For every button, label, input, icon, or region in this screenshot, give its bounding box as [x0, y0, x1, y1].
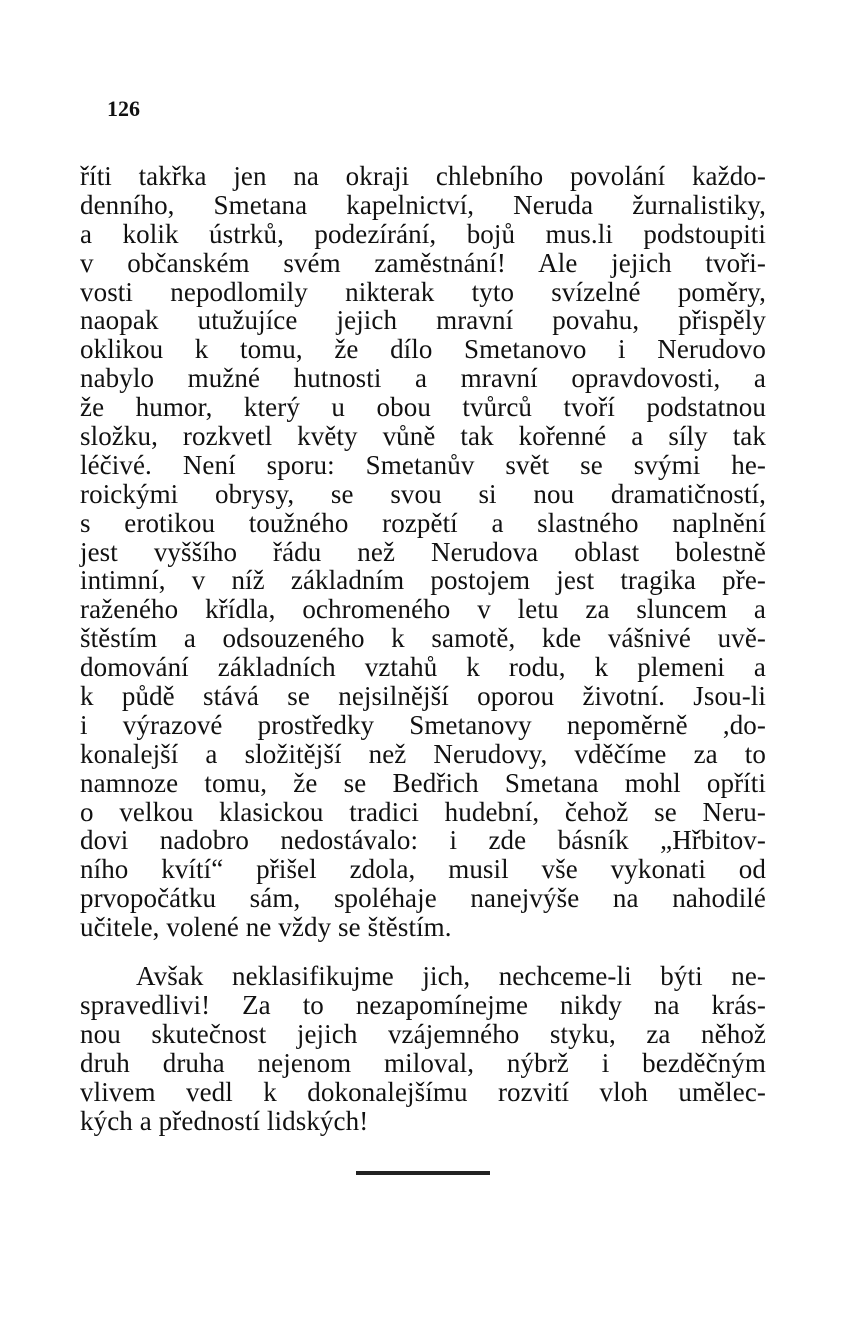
- text-line: k půdě stává se nejsilnější oporou životní. Jsou-li: [80, 681, 766, 712]
- text-line: konalejší a složitější než Nerudovy, vděčíme za to: [80, 738, 766, 769]
- section-end-rule: [356, 1171, 490, 1175]
- text-line: namnoze tomu, že se Bedřich Smetana mohl opříti: [80, 767, 766, 798]
- body-text: [80, 162, 766, 1135]
- text-line: druh druha nejenom miloval, nýbrž i bezděčným: [80, 1047, 766, 1078]
- text-line: že humor, který u obou tvůrců tvoří podstatnou: [80, 392, 766, 423]
- page-number: 126: [107, 96, 140, 121]
- text-line: nabylo mužné hutnosti a mravní opravdovosti, a: [80, 363, 766, 394]
- text-line: prvopočátku sám, spoléhaje nanejvýše na nahodilé: [80, 883, 766, 914]
- text-line: i výrazové prostředky Smetanovy nepoměrně ,do-: [80, 709, 766, 740]
- text-line: denního, Smetana kapelnictví, Neruda žurnalistiky,: [80, 189, 766, 220]
- text-line: o velkou klasickou tradici hudební, čehož se Neru-: [80, 796, 766, 827]
- text-line: naopak utužujíce jejich mravní povahu, přispěly: [80, 305, 766, 336]
- text-line: roickými obrysy, se svou si nou dramatičností,: [80, 478, 766, 509]
- text-line: vlivem vedl k dokonalejšímu rozvití vloh umělec-: [80, 1076, 766, 1107]
- text-line: dovi nadobro nedostávalo: i zde básník „Hřbitov-: [80, 825, 766, 856]
- text-line: učitele, volené ne vždy se štěstím.: [80, 912, 452, 943]
- paragraph: [80, 962, 766, 1135]
- paragraph: [80, 162, 766, 942]
- text-line: s erotikou toužného rozpětí a slastného naplnění: [80, 507, 766, 538]
- text-line: kých a předností lidských!: [80, 1105, 369, 1136]
- text-line: raženého křídla, ochromeného v letu za sluncem a: [80, 594, 766, 625]
- text-line: ního kvítí“ přišel zdola, musil vše vykonati od: [80, 854, 766, 885]
- text-line: intimní, v níž základním postojem jest tragika pře-: [80, 565, 766, 596]
- text-line: domování základních vztahů k rodu, k plemeni a: [80, 652, 766, 683]
- text-line: v občanském svém zaměstnání! Ale jejich tvoři-: [80, 247, 766, 278]
- text-line: spravedlivi! Za to nezapomínejme nikdy na krás-: [80, 989, 766, 1020]
- text-line: léčivé. Není sporu: Smetanův svět se svými he-: [80, 449, 766, 480]
- text-line: říti takřka jen na okraji chlebního povolání každo-: [80, 161, 766, 191]
- text-line: štěstím a odsouzeného k samotě, kde vášnivé uvě-: [80, 623, 766, 654]
- text-line: nou skutečnost jejich vzájemného styku, za něhož: [80, 1018, 766, 1049]
- text-line: jest vyššího řádu než Nerudova oblast bolestně: [80, 536, 766, 567]
- text-line: Avšak neklasifikujme jich, nechceme-li býti ne-: [136, 961, 766, 992]
- paragraph-gap: [80, 942, 766, 962]
- text-line: vosti nepodlomily nikterak tyto svízelné poměry,: [80, 276, 766, 307]
- text-line: složku, rozkvetl květy vůně tak kořenné a síly tak: [80, 421, 766, 452]
- text-line: oklikou k tomu, že dílo Smetanovo i Nerudovo: [80, 334, 766, 365]
- text-line: a kolik ústrků, podezírání, bojů mus.li podstoupiti: [80, 218, 766, 249]
